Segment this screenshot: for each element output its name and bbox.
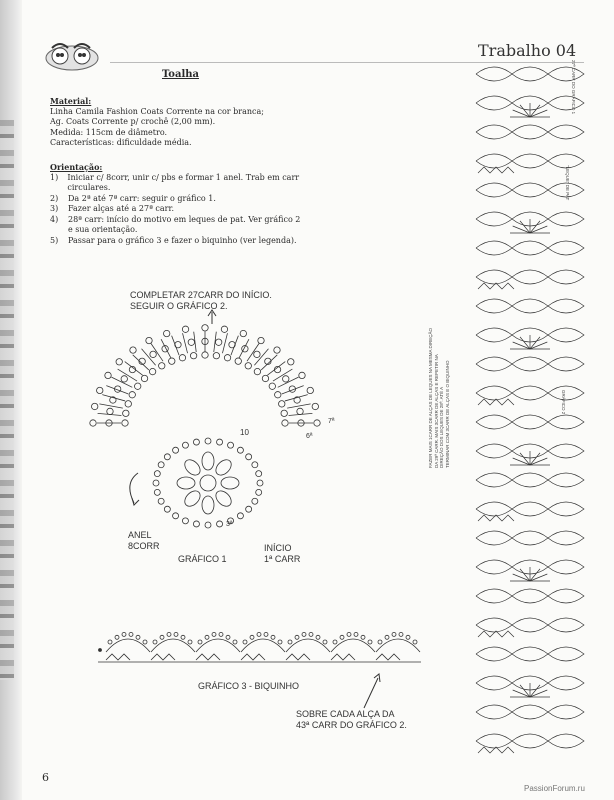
stitch-mark — [548, 96, 584, 110]
material-block — [50, 96, 264, 149]
stitch-mark — [512, 67, 548, 81]
stitch-mark — [107, 408, 113, 414]
stitch-mark — [548, 299, 584, 313]
stitch-mark — [190, 352, 196, 358]
stitch-mark — [476, 676, 512, 690]
stitch-mark — [548, 212, 584, 226]
stitch-mark — [309, 632, 313, 636]
stitch-mark — [231, 336, 238, 355]
chart1-diagram — [60, 308, 350, 568]
stitch-mark — [476, 357, 512, 371]
stitch-mark — [278, 640, 282, 644]
stitch-mark — [106, 654, 130, 660]
stitch-mark — [512, 647, 548, 661]
stitch-mark — [252, 462, 258, 468]
stitch-mark — [99, 649, 102, 652]
stitch-mark — [512, 154, 548, 168]
stitch-mark — [182, 488, 203, 509]
stitch-mark — [173, 513, 179, 519]
stitch-mark — [256, 471, 262, 477]
stitch-mark — [235, 358, 241, 364]
stitch-mark — [217, 521, 223, 527]
stitch-mark — [264, 632, 268, 636]
chart2-diagram — [470, 66, 588, 776]
stitch-mark — [314, 420, 320, 426]
stitch-mark — [476, 560, 512, 574]
stitch-mark — [286, 654, 310, 660]
stitch-mark — [399, 632, 403, 636]
stitch-mark — [512, 299, 548, 313]
stitch-mark — [476, 96, 512, 110]
stitch-mark — [247, 343, 259, 361]
stitch-mark — [150, 351, 156, 357]
chart3-note-line: SOBRE CADA ALÇA DA — [296, 709, 395, 719]
stitch-mark — [92, 403, 98, 409]
stitch-mark — [378, 640, 382, 644]
stitch-mark — [281, 410, 287, 416]
stitch-mark — [160, 635, 164, 639]
stitch-mark — [182, 518, 188, 524]
stitch-mark — [205, 635, 209, 639]
step-row — [50, 173, 330, 194]
stitch-mark — [163, 330, 169, 336]
header-divider — [110, 62, 584, 63]
stitch-mark — [361, 635, 365, 639]
stitch-mark — [212, 632, 216, 636]
stitch-mark — [151, 654, 175, 660]
stitch-mark — [221, 477, 239, 489]
inicio-label — [264, 543, 300, 565]
stitch-mark — [167, 632, 171, 636]
step-row — [50, 204, 330, 215]
stitch-mark — [202, 452, 214, 470]
stitch-mark — [97, 387, 103, 393]
stitch-mark — [476, 415, 512, 429]
step-row — [50, 236, 330, 247]
stitch-mark — [512, 734, 548, 748]
chart3-note — [296, 709, 407, 731]
chart3-note-line: 43ª CARR DO GRÁFICO 2. — [296, 720, 407, 730]
stitch-mark — [548, 67, 584, 81]
stitch-mark — [316, 635, 320, 639]
stitch-mark — [193, 439, 199, 445]
stitch-mark — [274, 347, 280, 353]
stitch-mark — [512, 357, 548, 371]
stitch-mark — [512, 589, 548, 603]
step-number: 4) — [50, 214, 59, 224]
stitch-mark — [221, 326, 227, 332]
round-label: 7ª — [328, 418, 335, 425]
anel-label-line: 8CORR — [128, 541, 160, 551]
stitch-mark — [285, 395, 308, 401]
stitch-mark — [289, 413, 313, 415]
anel-label-line: ANEL — [128, 530, 152, 540]
stitch-mark — [111, 377, 132, 387]
round-label: 10 — [240, 428, 249, 437]
stitch-mark — [548, 589, 584, 603]
stitch-mark — [90, 420, 96, 426]
step-text: Passar para o gráfico 3 e fazer o biquinho (ver legenda). — [68, 235, 297, 245]
stitch-mark — [282, 420, 288, 426]
stitch-mark — [202, 496, 214, 514]
stitch-mark — [179, 355, 185, 361]
stitch-mark — [283, 376, 289, 382]
inicio-label-line: 1ª CARR — [264, 554, 301, 564]
stitch-mark — [512, 415, 548, 429]
material-line: Ag. Coats Corrente p/ crochê (2,00 mm). — [50, 117, 216, 126]
stitch-mark — [158, 462, 164, 468]
round-label: 3ª — [226, 521, 233, 528]
stitch-mark — [246, 454, 252, 460]
stitch-mark — [476, 386, 512, 400]
stitch-mark — [312, 403, 318, 409]
stitch-mark — [213, 488, 234, 509]
stitch-mark — [257, 632, 261, 636]
stitch-mark — [476, 125, 512, 139]
stitch-mark — [240, 330, 246, 336]
stitch-mark — [151, 343, 163, 361]
stitch-mark — [237, 447, 243, 453]
step-text: Iniciar c/ 8corr, unir c/ pbs e formar 1 anel. Trab em carr circulares. — [67, 172, 300, 192]
chart2-top-note: 27ª CARR DO GRÁFICO 1 — [571, 60, 576, 115]
orientation-block — [50, 162, 330, 246]
stitch-mark — [548, 415, 584, 429]
chart1-note-line: COMPLETAR 27CARR DO INÍCIO. — [130, 290, 272, 300]
stitch-mark — [476, 241, 512, 255]
stitch-mark — [250, 635, 254, 639]
stitch-mark — [368, 640, 372, 644]
stitch-mark — [130, 347, 136, 353]
stitch-mark — [115, 635, 119, 639]
stitch-mark — [173, 447, 179, 453]
stitch-mark — [141, 375, 147, 381]
chart3-caption: GRÁFICO 3 - BIQUINHO — [198, 681, 300, 691]
stitch-mark — [222, 333, 227, 353]
stitch-mark — [143, 640, 147, 644]
stitch-mark — [512, 705, 548, 719]
stitch-mark — [392, 632, 396, 636]
stitch-mark — [154, 489, 160, 495]
stitch-mark — [302, 632, 306, 636]
stitch-mark — [512, 618, 548, 632]
material-heading: Material: — [50, 96, 92, 106]
stitch-mark — [512, 125, 548, 139]
up-arrow-icon — [208, 310, 216, 324]
stitch-mark — [172, 336, 179, 355]
stitch-mark — [476, 212, 512, 226]
stitch-mark — [476, 67, 512, 81]
stitch-mark — [174, 632, 178, 636]
stitch-mark — [196, 654, 220, 660]
stitch-mark — [271, 635, 275, 639]
section-title: Trabalho 04 — [478, 41, 577, 60]
stitch-mark — [548, 705, 584, 719]
stitch-mark — [121, 376, 127, 382]
step-number — [50, 225, 62, 236]
stitch-mark — [476, 531, 512, 545]
stitch-mark — [254, 368, 260, 374]
stitch-mark — [136, 635, 140, 639]
stitch-mark — [512, 531, 548, 545]
stitch-mark — [476, 705, 512, 719]
stitch-mark — [282, 386, 304, 394]
stitch-mark — [164, 506, 170, 512]
stitch-mark — [548, 270, 584, 284]
material-line: Características: dificuldade média. — [50, 138, 192, 147]
step-number: 2) — [50, 193, 59, 203]
stitch-mark — [256, 489, 262, 495]
stitch-mark — [476, 647, 512, 661]
stitch-mark — [548, 125, 584, 139]
stitch-mark — [299, 372, 305, 378]
stitch-mark — [295, 635, 299, 639]
stitch-mark — [287, 404, 310, 408]
material-line: Linha Camila Fashion Coats Corrente na cor branca; — [50, 106, 264, 116]
stitch-mark — [512, 241, 548, 255]
stitch-mark — [548, 444, 584, 458]
stitch-mark — [254, 351, 260, 357]
step-text: Da 2ª até 7ª carr: seguir o gráfico 1. — [68, 193, 216, 203]
stitch-mark — [177, 477, 195, 489]
stitch-mark — [194, 332, 197, 352]
stitch-mark — [476, 299, 512, 313]
stitch-mark — [548, 473, 584, 487]
stitch-mark — [237, 513, 243, 519]
inicio-label-line: INÍCIO — [264, 543, 292, 553]
stitch-mark — [125, 401, 131, 407]
stitch-mark — [146, 337, 152, 343]
stitch-mark — [512, 183, 548, 197]
side-note-line: TERMINAR COM 3CARR DE ALÇAS E O BIQUINHO — [444, 360, 450, 468]
stitch-mark — [333, 640, 337, 644]
stitch-mark — [275, 392, 281, 398]
stitch-mark — [181, 635, 185, 639]
chart3-diagram — [96, 626, 426, 670]
stitch-mark — [246, 506, 252, 512]
stitch-mark — [476, 444, 512, 458]
stitch-mark — [228, 442, 234, 448]
stitch-mark — [219, 632, 223, 636]
stitch-mark — [108, 640, 112, 644]
step-text: 28ª carr: início do motivo em leques de pat. Ver gráfico 2 — [68, 214, 301, 224]
stitch-mark — [214, 332, 217, 352]
stitch-mark — [169, 358, 175, 364]
stitch-mark — [476, 183, 512, 197]
stitch-mark — [164, 454, 170, 460]
stitch-mark — [213, 352, 219, 358]
stitch-mark — [262, 375, 268, 381]
stitch-mark — [548, 676, 584, 690]
stitch-mark — [548, 531, 584, 545]
side-note-line: DIREÇÃO DOS LEQUES DE 28ª. ATÉ A — [439, 386, 444, 468]
stitch-mark — [288, 359, 294, 365]
stitch-mark — [213, 457, 234, 478]
stitch-mark — [406, 635, 410, 639]
stitch-mark — [149, 368, 155, 374]
stitch-mark — [279, 401, 285, 407]
stitch-mark — [297, 408, 303, 414]
stitch-mark — [307, 387, 313, 393]
stitch-mark — [122, 632, 126, 636]
stitch-mark — [129, 632, 133, 636]
stitch-mark — [106, 386, 128, 394]
stitch-mark — [159, 363, 165, 369]
chart2-fan-note: "LEQUE" DE PAT — [565, 165, 570, 201]
stitch-mark — [158, 498, 164, 504]
side-note-line: DA 29ª CARR. MAIS 3CARR DE ALÇAS E REPETIR NA — [433, 354, 439, 468]
material-line: Medida: 115cm de diâmetro. — [50, 127, 168, 137]
stitch-mark — [548, 647, 584, 661]
stitch-mark — [258, 337, 264, 343]
step-text: e sua orientação. — [68, 225, 138, 234]
stitch-mark — [200, 475, 216, 491]
curved-arrow-icon — [130, 473, 138, 503]
step-row — [50, 215, 330, 226]
stitch-mark — [323, 640, 327, 644]
stitch-mark — [243, 640, 247, 644]
stitch-mark — [354, 632, 358, 636]
stitch-mark — [188, 640, 192, 644]
stitch-mark — [331, 654, 355, 660]
stitch-mark — [413, 640, 417, 644]
anel-label — [128, 530, 160, 552]
step-number: 3) — [50, 204, 59, 213]
stitch-mark — [476, 154, 512, 168]
chart2-side-note — [428, 328, 450, 468]
stitch-mark — [233, 640, 237, 644]
stitch-mark — [98, 413, 122, 415]
stitch-mark — [347, 632, 351, 636]
watermark: PassionForum.ru — [524, 784, 585, 793]
stitch-mark — [278, 377, 299, 387]
arrow-icon — [356, 672, 386, 712]
stitch-mark — [105, 372, 111, 378]
stitch-mark — [123, 410, 129, 416]
stitch-mark — [154, 471, 160, 477]
stitch-mark — [548, 618, 584, 632]
stitch-mark — [476, 473, 512, 487]
stitch-mark — [182, 457, 203, 478]
stitch-mark — [476, 328, 512, 342]
stitch-mark — [548, 560, 584, 574]
step-number: 5) — [50, 235, 59, 245]
stitch-mark — [129, 392, 135, 398]
stitch-mark — [188, 339, 194, 345]
step-row — [50, 225, 330, 236]
side-note-line: FAZER MAIS 1CARR DE ALÇAS DE LEQUES NA MESMA DIREÇÃO — [428, 327, 433, 468]
step-number: 1) — [50, 172, 59, 182]
stitch-mark — [202, 325, 208, 331]
stitch-mark — [512, 473, 548, 487]
stitch-mark — [548, 386, 584, 400]
logo-icon — [42, 40, 102, 72]
stitch-mark — [476, 270, 512, 284]
stitch-mark — [476, 589, 512, 603]
stitch-mark — [476, 618, 512, 632]
stitch-mark — [198, 640, 202, 644]
stitch-mark — [116, 359, 122, 365]
stitch-mark — [202, 352, 208, 358]
binding-edge-strip — [0, 120, 14, 680]
stitch-mark — [224, 355, 230, 361]
stitch-mark — [99, 404, 122, 408]
stitch-mark — [476, 734, 512, 748]
stitch-mark — [269, 383, 275, 389]
stitch-mark — [183, 333, 188, 353]
stitch-mark — [257, 480, 263, 486]
stitch-mark — [217, 439, 223, 445]
stitch-mark — [548, 328, 584, 342]
stitch-mark — [340, 635, 344, 639]
page-number: 6 — [42, 771, 49, 784]
stitch-mark — [548, 357, 584, 371]
stitch-mark — [252, 498, 258, 504]
chart1-caption: GRÁFICO 1 — [178, 554, 227, 564]
stitch-mark — [182, 326, 188, 332]
stitch-mark — [102, 395, 125, 401]
stitch-mark — [512, 386, 548, 400]
chart2-caption: GRÁFICO 2 — [561, 390, 566, 415]
stitch-mark — [193, 521, 199, 527]
stitch-mark — [134, 383, 140, 389]
stitch-mark — [376, 654, 400, 660]
stitch-mark — [548, 734, 584, 748]
stitch-mark — [476, 502, 512, 516]
stitch-mark — [182, 442, 188, 448]
stitch-mark — [226, 635, 230, 639]
stitch-mark — [385, 635, 389, 639]
stitch-mark — [215, 339, 221, 345]
step-row — [50, 194, 330, 205]
stitch-mark — [245, 363, 251, 369]
stitch-mark — [161, 339, 171, 358]
stitch-mark — [241, 654, 265, 660]
stitch-mark — [512, 502, 548, 516]
stitch-mark — [122, 420, 128, 426]
stitch-mark — [548, 502, 584, 516]
round-label: 6ª — [306, 433, 313, 440]
stitch-mark — [548, 241, 584, 255]
step-text: Fazer alças até a 27ª carr. — [68, 204, 174, 213]
stitch-mark — [153, 480, 159, 486]
doc-title: Toalha — [162, 69, 199, 80]
stitch-mark — [288, 640, 292, 644]
stitch-mark — [205, 522, 211, 528]
stitch-mark — [205, 438, 211, 444]
chart1-note-line: SEGUIR O GRÁFICO 2. — [130, 301, 228, 311]
stitch-mark — [239, 339, 249, 358]
stitch-mark — [512, 270, 548, 284]
stitch-mark — [153, 640, 157, 644]
orientation-heading: Orientação: — [50, 162, 103, 172]
